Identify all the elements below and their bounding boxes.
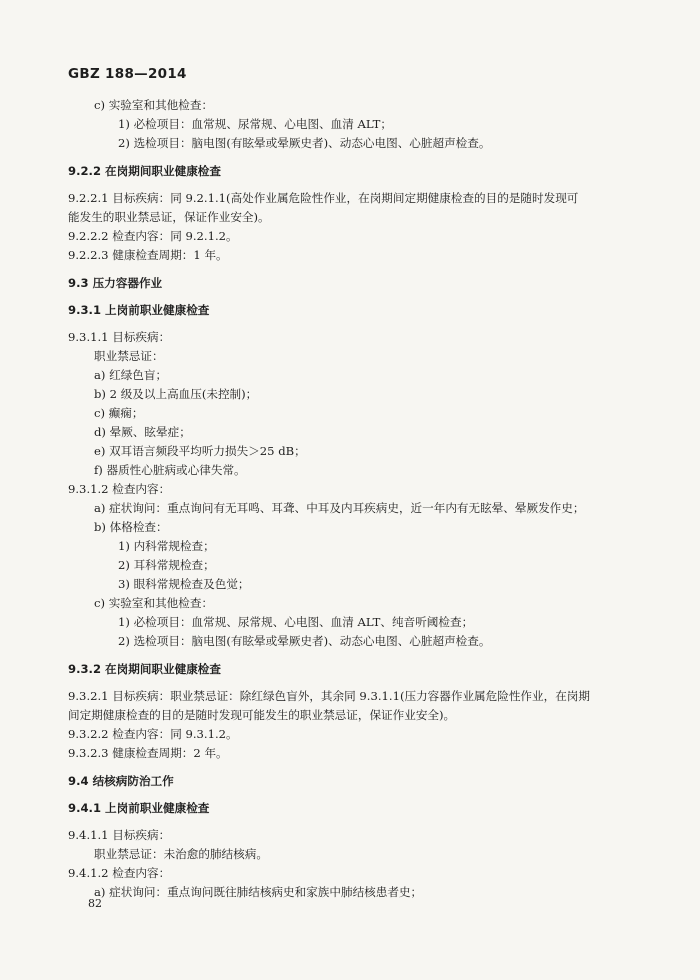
- paragraph: 9.3.2.1 目标疾病：职业禁忌证：除红绿色盲外，其余同 9.3.1.1(压力容器作业属危险性作业，在岗期: [68, 689, 590, 703]
- list-item: b) 2 级及以上高血压(未控制)；: [94, 387, 258, 401]
- paragraph: 9.3.1.1 目标疾病：: [68, 330, 171, 344]
- section-heading: 9.4 结核病防治工作: [68, 774, 174, 788]
- list-item: b) 体格检查：: [94, 520, 168, 534]
- list-item: a) 症状询问：重点询问有无耳鸣、耳聋、中耳及内耳疾病史，近一年内有无眩晕、晕厥发作史；: [94, 501, 585, 515]
- paragraph: 9.2.2.2 检查内容：同 9.2.1.2。: [68, 229, 238, 243]
- list-item: c) 实验室和其他检查：: [94, 596, 214, 610]
- list-item: c) 实验室和其他检查：: [94, 98, 214, 112]
- paragraph: 9.2.2.3 健康检查周期：1 年。: [68, 248, 228, 262]
- list-item: 1) 内科常规检查；: [118, 539, 215, 553]
- paragraph: 9.4.1.1 目标疾病：: [68, 828, 171, 842]
- section-heading: 9.3.2 在岗期间职业健康检查: [68, 662, 221, 676]
- list-item: 1) 必检项目：血常规、尿常规、心电图、血清 ALT、纯音听阈检查；: [118, 615, 474, 629]
- paragraph: 职业禁忌证：未治愈的肺结核病。: [94, 847, 268, 861]
- section-heading: 9.4.1 上岗前职业健康检查: [68, 801, 210, 815]
- paragraph: 9.3.2.3 健康检查周期：2 年。: [68, 746, 228, 760]
- page-number: 82: [88, 897, 102, 910]
- section-heading: 9.3.1 上岗前职业健康检查: [68, 303, 210, 317]
- list-item: d) 晕厥、眩晕症；: [94, 425, 191, 439]
- list-item: 2) 耳科常规检查；: [118, 558, 215, 572]
- list-item: 1) 必检项目：血常规、尿常规、心电图、血清 ALT；: [118, 117, 393, 131]
- standard-code-header: GBZ 188—2014: [68, 66, 187, 82]
- paragraph: 间定期健康检查的目的是随时发现可能发生的职业禁忌证，保证作业安全)。: [68, 708, 456, 722]
- list-item: f) 器质性心脏病或心律失常。: [94, 463, 246, 477]
- paragraph: 9.3.2.2 检查内容：同 9.3.1.2。: [68, 727, 238, 741]
- paragraph: 9.3.1.2 检查内容：: [68, 482, 171, 496]
- list-item: a) 症状询问：重点询问既往肺结核病史和家族中肺结核患者史；: [94, 885, 423, 899]
- list-item: 2) 选检项目：脑电图(有眩晕或晕厥史者)、动态心电图、心脏超声检查。: [118, 634, 491, 648]
- list-item: 3) 眼科常规检查及色觉；: [118, 577, 250, 591]
- section-heading: 9.2.2 在岗期间职业健康检查: [68, 164, 221, 178]
- list-item: 2) 选检项目：脑电图(有眩晕或晕厥史者)、动态心电图、心脏超声检查。: [118, 136, 491, 150]
- list-item: a) 红绿色盲；: [94, 368, 168, 382]
- list-item: e) 双耳语言频段平均听力损失＞25 dB；: [94, 444, 306, 458]
- paragraph: 能发生的职业禁忌证，保证作业安全)。: [68, 210, 270, 224]
- paragraph: 职业禁忌证：: [94, 349, 164, 363]
- list-item: c) 癫痫；: [94, 406, 144, 420]
- paragraph: 9.4.1.2 检查内容：: [68, 866, 171, 880]
- paragraph: 9.2.2.1 目标疾病：同 9.2.1.1(高处作业属危险性作业，在岗期间定期健康检查的目的是随时发现可: [68, 191, 579, 205]
- section-heading: 9.3 压力容器作业: [68, 276, 163, 290]
